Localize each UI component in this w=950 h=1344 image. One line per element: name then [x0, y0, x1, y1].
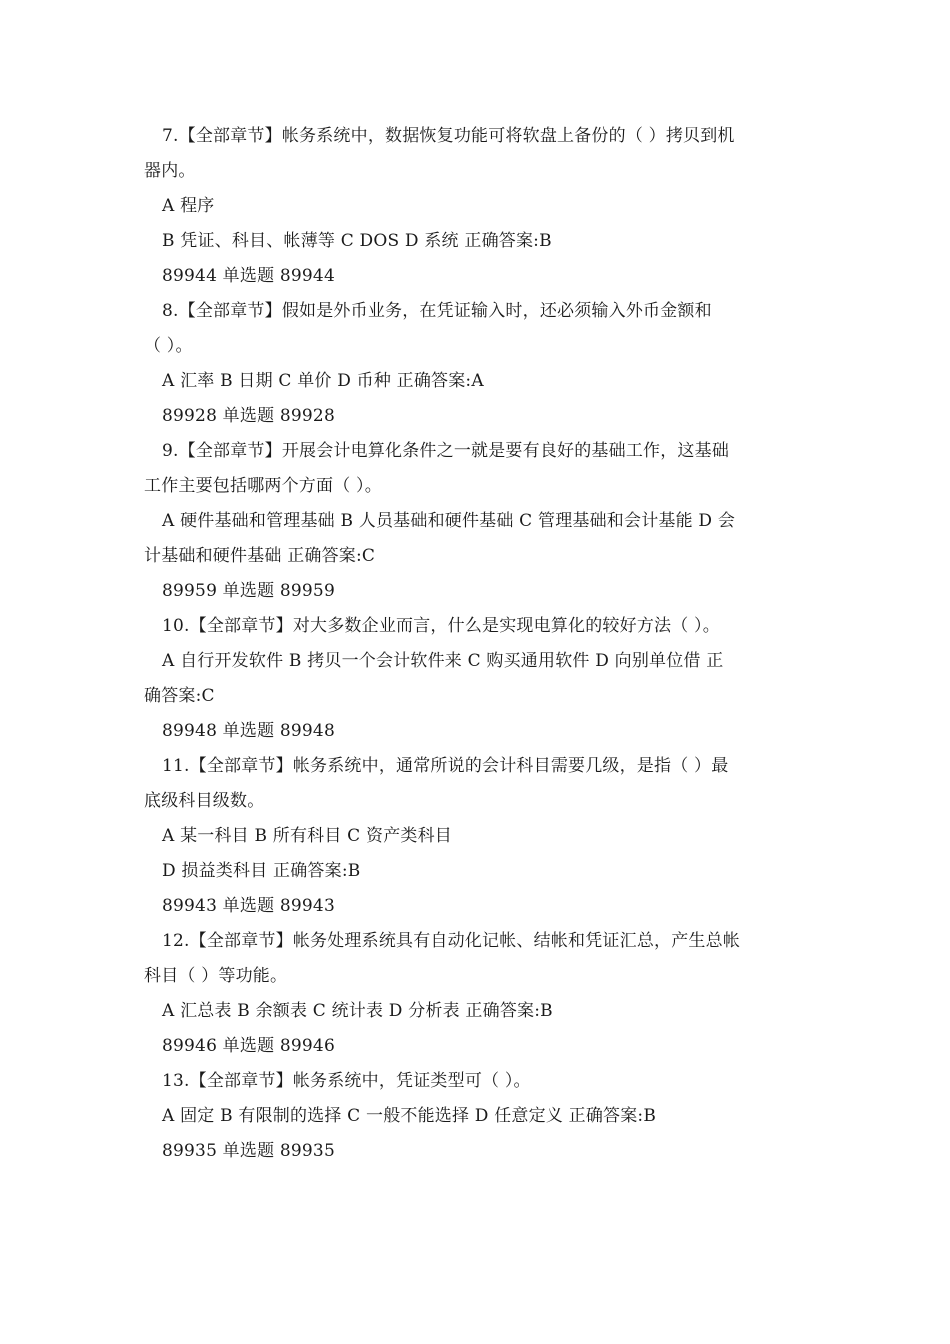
q12-stem-line1: 12.【全部章节】帐务处理系统具有自动化记帐、结帐和凭证汇总，产生总帐 [162, 931, 741, 951]
q13-options-line1: A 固定 B 有限制的选择 C 一般不能选择 D 任意定义 正确答案:B [162, 1106, 657, 1126]
q12-id-line: 89946 单选题 89946 [162, 1036, 335, 1056]
q9-options-line1: A 硬件基础和管理基础 B 人员基础和硬件基础 C 管理基础和会计基能 D 会 [162, 511, 736, 531]
q11-options-line1: A 某一科目 B 所有科目 C 资产类科目 [162, 826, 452, 846]
q8-stem-line2: （ ）。 [144, 336, 193, 356]
q7-id-line: 89944 单选题 89944 [162, 266, 335, 286]
question-list [144, 119, 809, 1169]
q10-id-line: 89948 单选题 89948 [162, 721, 335, 741]
q11-stem-line1: 11.【全部章节】帐务系统中，通常所说的会计科目需要几级，是指（ ）最 [162, 756, 729, 776]
q9-stem-line2: 工作主要包括哪两个方面（ ）。 [144, 476, 382, 496]
q10-stem-line1: 10.【全部章节】对大多数企业而言，什么是实现电算化的较好方法（ ）。 [162, 616, 720, 636]
q12-options-line1: A 汇总表 B 余额表 C 统计表 D 分析表 正确答案:B [162, 1001, 553, 1021]
q8-stem-line1: 8.【全部章节】假如是外币业务，在凭证输入时，还必须输入外币金额和 [162, 301, 712, 321]
q9-stem-line1: 9.【全部章节】开展会计电算化条件之一就是要有良好的基础工作，这基础 [162, 441, 730, 461]
q9-options-line2: 计基础和硬件基础 正确答案:C [144, 546, 376, 566]
q10-options-line2: 确答案:C [144, 686, 215, 706]
q7-stem-line2: 器内。 [144, 161, 196, 181]
q10-options-line1: A 自行开发软件 B 拷贝一个会计软件来 C 购买通用软件 D 向别单位借 正 [162, 651, 724, 671]
q7-options-line2: B 凭证、科目、帐薄等 C DOS D 系统 正确答案:B [162, 231, 552, 251]
q11-options-line2: D 损益类科目 正确答案:B [162, 861, 361, 881]
q7-stem-line1: 7.【全部章节】帐务系统中，数据恢复功能可将软盘上备份的（ ）拷贝到机 [162, 126, 735, 146]
q13-id-line: 89935 单选题 89935 [162, 1141, 335, 1161]
q13-stem-line1: 13.【全部章节】帐务系统中，凭证类型可（ ）。 [162, 1071, 531, 1091]
q12-stem-line2: 科目（ ）等功能。 [144, 966, 288, 986]
q7-options-line1: A 程序 [162, 196, 215, 216]
q11-stem-line2: 底级科目级数。 [144, 791, 265, 811]
q9-id-line: 89959 单选题 89959 [162, 581, 335, 601]
q8-id-line: 89928 单选题 89928 [162, 406, 335, 426]
q11-id-line: 89943 单选题 89943 [162, 896, 335, 916]
q8-options-line1: A 汇率 B 日期 C 单价 D 币种 正确答案:A [162, 371, 484, 391]
